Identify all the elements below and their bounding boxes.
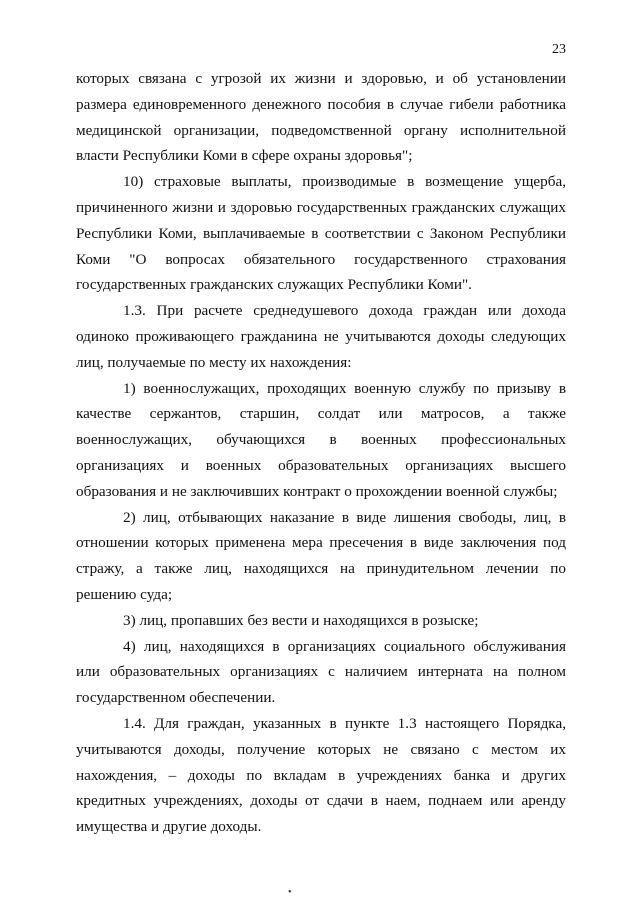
paragraph-section-1-4: 1.4. Для граждан, указанных в пункте 1.3 настоящего Порядка, учитываются доходы, получение которых не связано с местом их нахождения, – доходы по вкладам в учреждениях банка и других кредитных учреждениях, доходы от сдачи в наем, поднаем или аренду имущества и другие доходы.: [76, 714, 566, 836]
paragraph-section-1-3: 1.3. При расчете среднедушевого дохода граждан или дохода одиноко проживающего гражданина не учитываются доходы следующих лиц, получаемые по месту их нахождения:: [76, 302, 566, 371]
scan-artifact-mark: •: [288, 887, 292, 898]
page-number: 23: [552, 42, 566, 57]
paragraph-item-2: 2) лиц, отбывающих наказание в виде лишения свободы, лиц, в отношении которых применена мера пресечения в виде заключения под стражу, а также лиц, находящихся на принудительном лечении по решению суда;: [76, 508, 566, 603]
paragraph-continuation: которых связана с угрозой их жизни и здоровью, и об установлении размера единовременного денежного пособия в случае гибели работника медицинской организации, подведомственной органу исполнительной власти Республики Коми в сфере охраны здоровья";: [76, 70, 566, 165]
paragraph-item-4: 4) лиц, находящихся в организациях социального обслуживания или образовательных организациях с наличием интерната на полном государственном обеспечении.: [76, 637, 566, 707]
paragraph-item-1: 1) военнослужащих, проходящих военную службу по призыву в качестве сержантов, старшин, солдат или матросов, а также военнослужащих, обучающихся в военных профессиональных организациях и военных образовательных организациях высшего образования и не заключивших контракт о прохождении военной службы;: [76, 379, 566, 500]
paragraph-item-3: 3) лиц, пропавших без вести и находящихся в розыске;: [123, 611, 479, 629]
paragraph-item-10: 10) страховые выплаты, производимые в возмещение ущерба, причиненного жизни и здоровью государственных гражданских служащих Республики Коми, выплачиваемые в соответствии с Законом Республики Коми "О вопросах обязательного государственного страхования государственных гражданских служащих Республики Коми".: [76, 173, 566, 294]
document-body: [76, 66, 566, 840]
